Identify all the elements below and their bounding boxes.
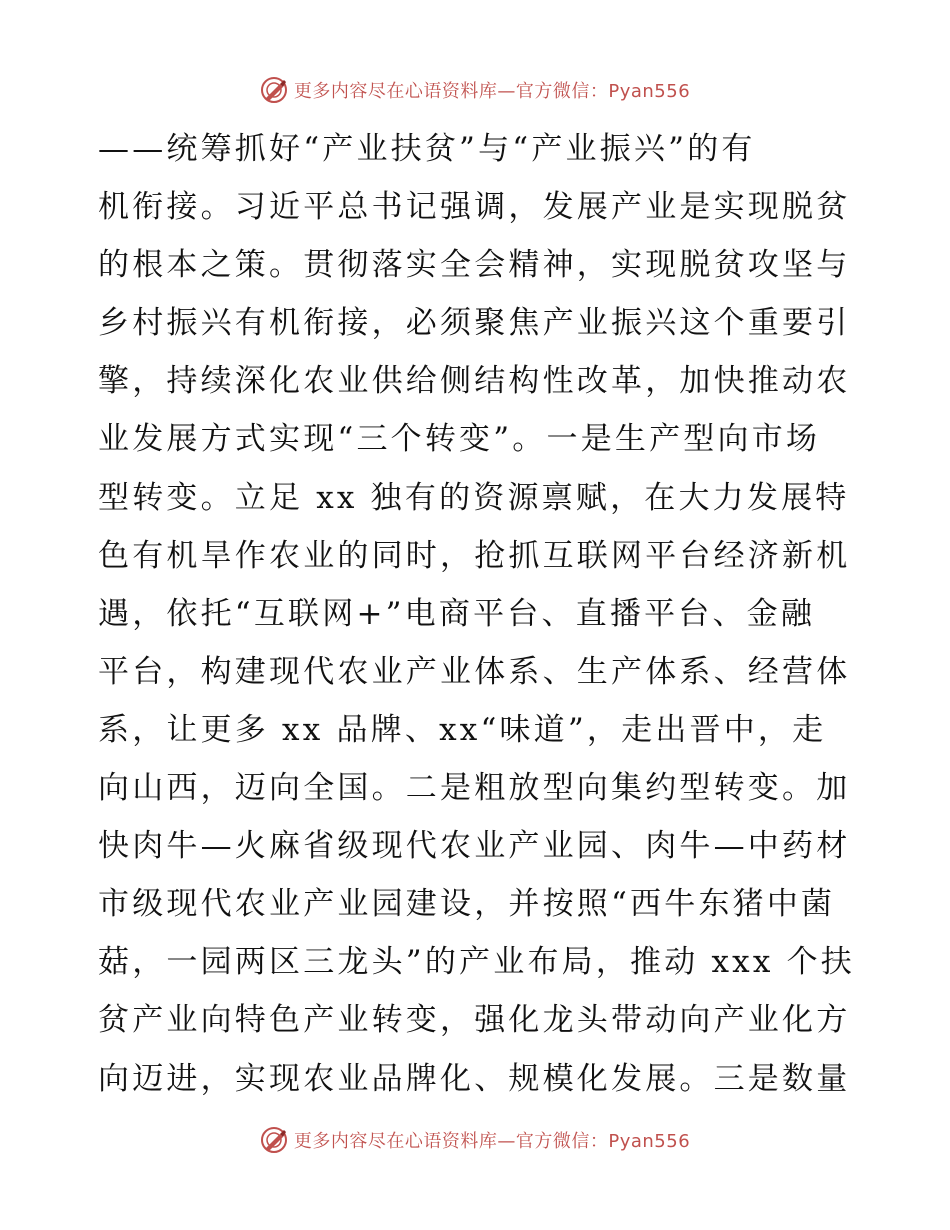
text-line: 快肉牛—火麻省级现代农业产业园、肉牛—中药材 <box>98 828 851 865</box>
text-line: 业发展方式实现“三个转变”。一是生产型向市场 <box>98 421 821 458</box>
watermark-footer <box>0 1120 950 1160</box>
text-line: 色有机旱作农业的同时，抢抓互联网平台经济新机 <box>98 537 851 574</box>
watermark-header <box>0 70 950 110</box>
text-line: 向迈进，实现农业品牌化、规模化发展。三是数量 <box>98 1060 851 1097</box>
brush-pen-logo-icon <box>260 76 288 104</box>
text-line: 擎，持续深化农业供给侧结构性改革，加快推动农 <box>98 363 851 400</box>
watermark-text: 更多内容尽在心语资料库—官方微信：Pyan556 <box>293 1131 691 1152</box>
text-line: 型转变。立足 xx 独有的资源禀赋，在大力发展特 <box>98 479 850 516</box>
text-line: 菇，一园两区三龙头”的产业布局，推动 xxx 个扶 <box>98 944 856 981</box>
text-line: 机衔接。习近平总书记强调，发展产业是实现脱贫 <box>98 189 851 226</box>
text-line: 平台，构建现代农业产业体系、生产体系、经营体 <box>98 653 851 690</box>
text-line: 的根本之策。贯彻落实全会精神，实现脱贫攻坚与 <box>98 247 851 284</box>
text-line: 贫产业向特色产业转变，强化龙头带动向产业化方 <box>98 1002 851 1039</box>
text-line: ——统筹抓好“产业扶贫”与“产业振兴”的有 <box>98 131 756 167</box>
document-body <box>98 120 856 1108</box>
brush-pen-logo-icon <box>260 1126 288 1154</box>
text-line: 遇，依托“互联网+”电商平台、直播平台、金融 <box>98 595 816 632</box>
text-line: 向山西，迈向全国。二是粗放型向集约型转变。加 <box>98 770 851 807</box>
watermark-text: 更多内容尽在心语资料库—官方微信：Pyan556 <box>293 81 691 102</box>
text-line: 乡村振兴有机衔接，必须聚焦产业振兴这个重要引 <box>98 305 851 342</box>
text-line: 市级现代农业产业园建设，并按照“西牛东猪中菌 <box>98 886 836 923</box>
text-line: 系，让更多 xx 品牌、xx“味道”，走出晋中，走 <box>98 711 827 748</box>
